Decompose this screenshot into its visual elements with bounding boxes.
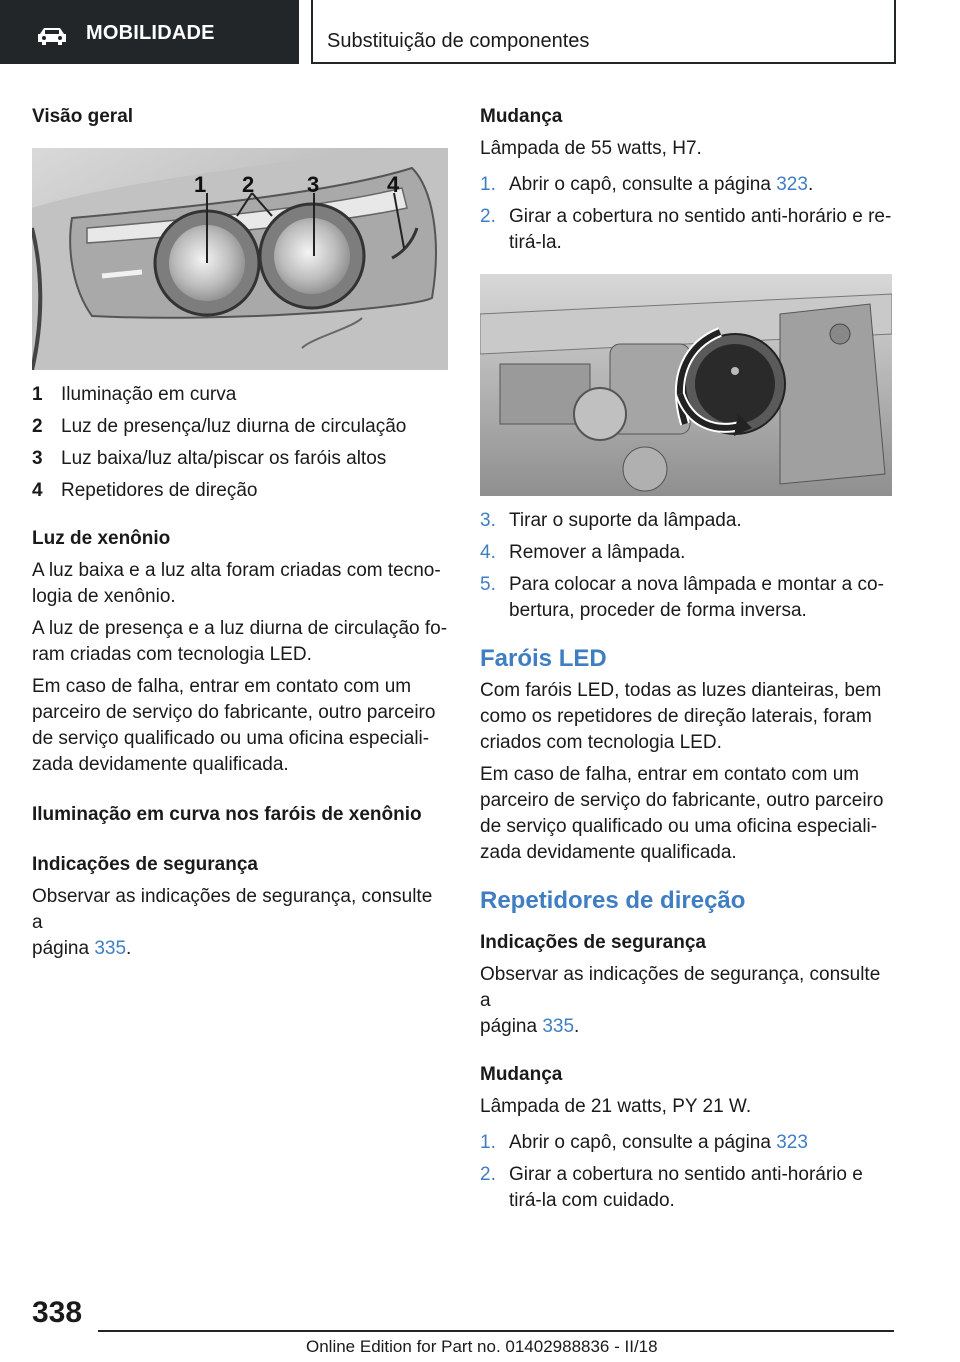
page-link-335[interactable]: 335 [542, 1016, 575, 1037]
xenon-paragraph-2: A luz de presença e a luz diurna de circulação fo- ram criadas com tecnologia LED. [32, 618, 448, 665]
legend-text: Luz de presença/luz diurna de circulação [61, 416, 407, 437]
change-text: Lâmpada de 55 watts, H7. [480, 138, 702, 159]
led-heading: Faróis LED [480, 645, 607, 672]
steps-list-a [480, 172, 892, 256]
chapter-title: Substituição de componentes [327, 30, 590, 52]
legend-number: 3 [32, 448, 43, 469]
legend-number: 4 [32, 480, 43, 501]
led-paragraph-1: Com faróis LED, todas as luzes dianteiras, bem como os repetidores de direção laterais, foram criados com tecnologia LED. [480, 680, 882, 753]
xenon-heading: Luz de xenônio [32, 528, 171, 549]
steps-list-b [480, 508, 892, 624]
page-link-335[interactable]: 335 [94, 938, 127, 959]
headlight-illustration [32, 148, 448, 370]
safety-heading: Indicações de segurança [32, 854, 258, 875]
left-column [32, 100, 448, 962]
turn-safety-paragraph: Observar as indicações de segurança, consulte a página 335. [480, 964, 881, 1037]
page-link-323[interactable]: 323 [776, 174, 808, 195]
legend-item [32, 382, 448, 408]
step-item: 2. Girar a cobertura no sentido anti-horário e re- tirá-la. [480, 206, 892, 253]
figure-legend [32, 382, 448, 504]
legend-item [32, 446, 448, 472]
legend-number: 1 [32, 384, 43, 405]
engine-bay-figure [480, 274, 892, 496]
legend-item [32, 414, 448, 440]
car-icon [36, 26, 68, 46]
turn-signals-heading: Repetidores de direção [480, 887, 746, 914]
headlight-figure [32, 148, 448, 370]
safety-paragraph: Observar as indicações de segurança, consulte a página 335. [32, 886, 433, 959]
page-number: 338 [32, 1296, 83, 1329]
turn-change-text: Lâmpada de 21 watts, PY 21 W. [480, 1096, 752, 1117]
chapter-title-box [311, 0, 896, 64]
change-heading: Mudança [480, 106, 563, 127]
callout-1: 1 [194, 172, 207, 197]
step-item: 5. Para colocar a nova lâmpada e montar a co- bertura, proceder de forma inversa. [480, 574, 884, 621]
engine-bay-illustration [480, 274, 892, 496]
section-tab[interactable] [0, 0, 299, 64]
callout-2: 2 [242, 172, 255, 197]
step-item: 1. Abrir o capô, consulte a página 323. [480, 174, 814, 195]
xenon-paragraph-3: Em caso de falha, entrar em contato com um parceiro de serviço do fabricante, outro parceiro de serviço qualificado ou uma oficina especiali- zada devidamente qualificada. [32, 676, 436, 775]
steps-list-c [480, 1130, 892, 1214]
overview-heading: Visão geral [32, 106, 134, 127]
right-column [480, 100, 892, 1214]
turn-change-heading: Mudança [480, 1064, 563, 1085]
curve-lighting-heading: Iluminação em curva nos faróis de xenônio [32, 804, 422, 825]
page-link-323[interactable]: 323 [776, 1132, 808, 1153]
step-item: 1. Abrir o capô, consulte a página 323 [480, 1132, 808, 1153]
legend-item [32, 478, 448, 504]
step-item: 2. Girar a cobertura no sentido anti-horário e tirá-la com cuidado. [480, 1164, 863, 1211]
callout-3: 3 [307, 172, 320, 197]
step-item: 4. Remover a lâmpada. [480, 542, 686, 563]
legend-text: Luz baixa/luz alta/piscar os faróis altos [61, 448, 387, 469]
legend-text: Iluminação em curva [61, 384, 237, 405]
footer-divider [98, 1330, 894, 1332]
turn-safety-heading: Indicações de segurança [480, 932, 706, 953]
legend-number: 2 [32, 416, 43, 437]
section-label: MOBILIDADE [86, 22, 215, 44]
callout-4: 4 [387, 172, 400, 197]
legend-text: Repetidores de direção [61, 480, 258, 501]
step-item: 3. Tirar o suporte da lâmpada. [480, 510, 742, 531]
xenon-paragraph-1: A luz baixa e a luz alta foram criadas com tecno- logia de xenônio. [32, 560, 441, 607]
led-paragraph-2: Em caso de falha, entrar em contato com um parceiro de serviço do fabricante, outro parceiro de serviço qualificado ou uma oficina especiali- zada devidamente qualificada. [480, 764, 884, 863]
edition-text: Online Edition for Part no. 01402988836 - II/18 [306, 1337, 658, 1356]
